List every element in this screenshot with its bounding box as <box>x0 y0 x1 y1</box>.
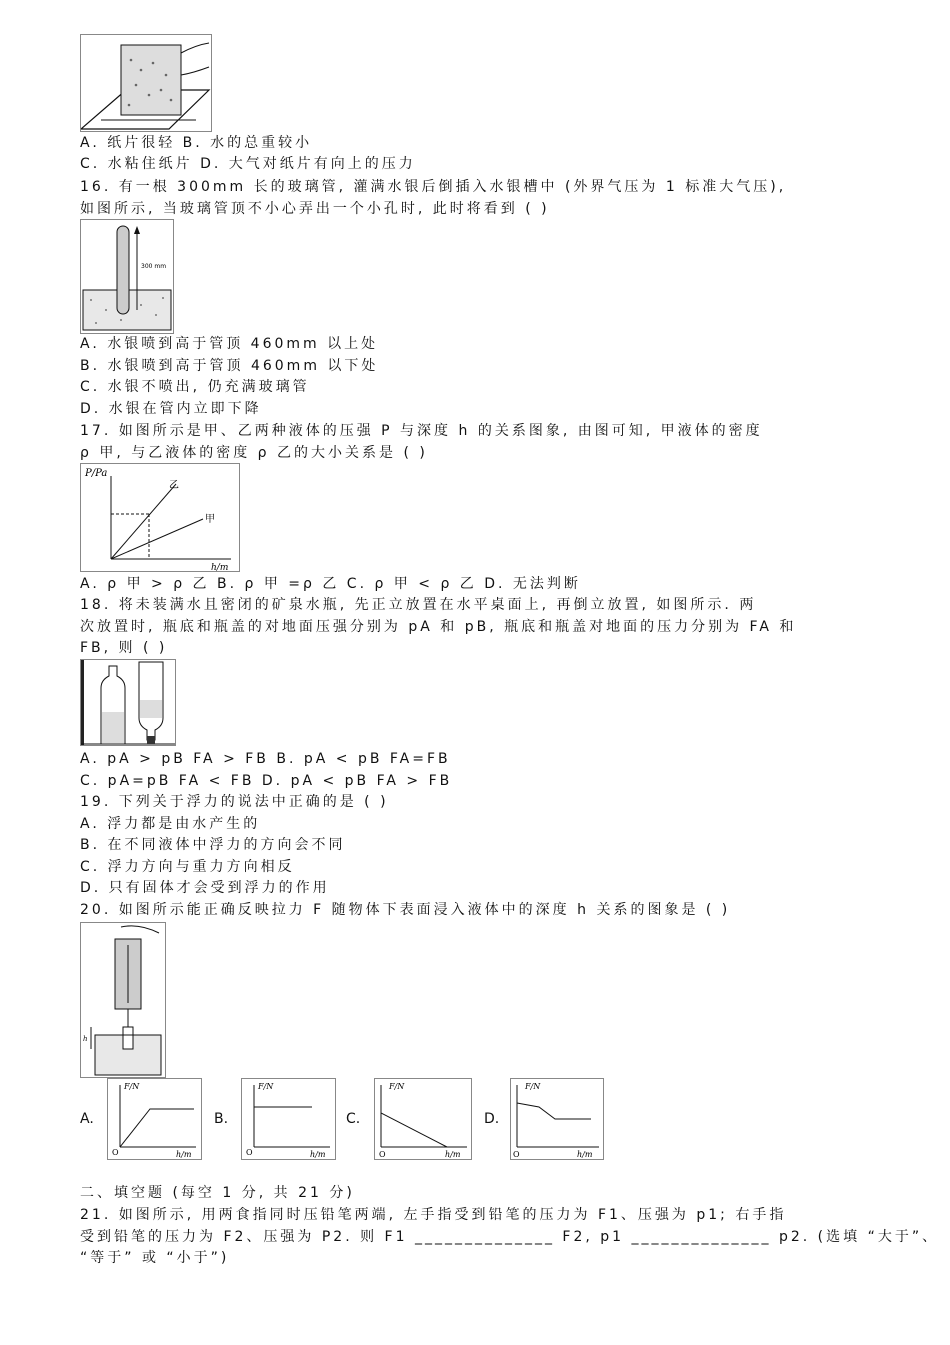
mercury-tube-illustration <box>81 220 173 333</box>
q16-stem-line1: 16. 有一根 300mm 长的玻璃管, 灌满水银后倒插入水银槽中 (外界气压为 1 标准大气压), <box>80 179 787 195</box>
q20-stem: 20. 如图所示能正确反映拉力 F 随物体下表面浸入液体中的深度 h 关系的图象是 ( ) <box>80 902 731 918</box>
q17-x-label: h/m <box>211 563 229 571</box>
q16-option-a: A. 水银喷到高于管顶 460mm 以上处 <box>80 336 379 352</box>
q18-figure <box>80 659 176 746</box>
q21-line2: 受到铅笔的压力为 F2、压强为 P2. 则 F1 ______________ F2, p1 ______________ p2. (选填 “大于”、 <box>80 1229 940 1245</box>
q21-line1: 21. 如图所示, 用两食指同时压铅笔两端, 左手指受到铅笔的压力为 F1、压强为 p1; 右手指 <box>80 1207 787 1223</box>
graph-b-origin: O <box>246 1148 253 1157</box>
q19-option-d: D. 只有固体才会受到浮力的作用 <box>80 880 330 896</box>
q21-line3: “等于” 或 “小于”) <box>80 1250 230 1266</box>
q19-option-c: C. 浮力方向与重力方向相反 <box>80 859 295 875</box>
q16-stem-line2: 如图所示, 当玻璃管顶不小心弄出一个小孔时, 此时将看到 ( ) <box>80 201 550 217</box>
q18-stem-line1: 18. 将未装满水且密闭的矿泉水瓶, 先正立放置在水平桌面上, 再倒立放置, 如图所示. 两 <box>80 597 757 613</box>
cup-paper-illustration <box>81 35 211 131</box>
q18-options-line1: A. pA > pB FA > FB B. pA < pB FA=FB <box>80 751 451 767</box>
line-yi-label: 乙 <box>169 480 179 491</box>
tube-length-label: 300 mm <box>141 263 167 270</box>
q18-stem-line3: FB, 则 ( ) <box>80 640 168 656</box>
graph-b-x-label: h/m <box>310 1150 326 1159</box>
graph-b-plot <box>242 1079 335 1159</box>
graph-a-x-label: h/m <box>176 1150 192 1159</box>
graph-b-y-label: F/N <box>258 1082 274 1091</box>
q16-option-b: B. 水银喷到高于管顶 460mm 以下处 <box>80 358 379 374</box>
line-jia-label: 甲 <box>205 514 215 525</box>
q19-option-a: A. 浮力都是由水产生的 <box>80 816 261 832</box>
graph-a-origin: O <box>112 1148 119 1157</box>
q16-figure <box>80 219 174 334</box>
q20-figure <box>80 922 166 1078</box>
q20-graph-c <box>374 1078 472 1160</box>
graph-c-plot <box>375 1079 471 1159</box>
q17-stem-line2: ρ 甲, 与乙液体的密度 ρ 乙的大小关系是 ( ) <box>80 445 428 461</box>
q15-options-line2: C. 水粘住纸片 D. 大气对纸片有向上的压力 <box>80 156 416 172</box>
graph-d-origin: O <box>513 1150 520 1159</box>
q15-figure <box>80 34 212 132</box>
graph-c-origin: O <box>379 1150 386 1159</box>
q20-depth-label: h <box>83 1035 88 1043</box>
q20-graph-d <box>510 1078 604 1160</box>
q20-graph-a <box>107 1078 202 1160</box>
q18-stem-line2: 次放置时, 瓶底和瓶盖的对地面压强分别为 pA 和 pB, 瓶底和瓶盖对地面的压力分别为 FA 和 <box>80 619 797 635</box>
graph-a-plot <box>108 1079 201 1159</box>
q19-option-b: B. 在不同液体中浮力的方向会不同 <box>80 837 346 853</box>
q17-y-label: P/Pa <box>85 468 108 479</box>
q18-options-line2: C. pA=pB FA < FB D. pA < pB FA > FB <box>80 773 453 789</box>
q16-option-d: D. 水银在管内立即下降 <box>80 401 262 417</box>
graph-d-x-label: h/m <box>577 1150 593 1159</box>
q20-letter-d: D. <box>484 1111 500 1127</box>
q20-letter-b: B. <box>214 1111 229 1127</box>
section-2-title: 二、填空题 (每空 1 分, 共 21 分) <box>80 1185 355 1201</box>
graph-c-x-label: h/m <box>445 1150 461 1159</box>
graph-d-y-label: F/N <box>525 1082 541 1091</box>
graph-a-y-label: F/N <box>124 1082 140 1091</box>
spring-scale-illustration <box>81 923 165 1077</box>
q20-graph-b <box>241 1078 336 1160</box>
q20-letter-a: A. <box>80 1111 94 1127</box>
q17-options: A. ρ 甲 > ρ 乙 B. ρ 甲 =ρ 乙 C. ρ 甲 < ρ 乙 D. 无法判断 <box>80 576 581 592</box>
q15-options-line1: A. 纸片很轻 B. 水的总重较小 <box>80 135 313 151</box>
q17-stem-line1: 17. 如图所示是甲、乙两种液体的压强 P 与深度 h 的关系图象, 由图可知, 甲液体的密度 <box>80 423 763 439</box>
bottle-illustration <box>81 660 175 745</box>
q17-figure <box>80 463 240 572</box>
q16-option-c: C. 水银不喷出, 仍充满玻璃管 <box>80 379 310 395</box>
q19-stem: 19. 下列关于浮力的说法中正确的是 ( ) <box>80 794 389 810</box>
q20-letter-c: C. <box>346 1111 361 1127</box>
pressure-depth-graph <box>81 464 239 571</box>
graph-c-y-label: F/N <box>389 1082 405 1091</box>
graph-d-plot <box>511 1079 603 1159</box>
